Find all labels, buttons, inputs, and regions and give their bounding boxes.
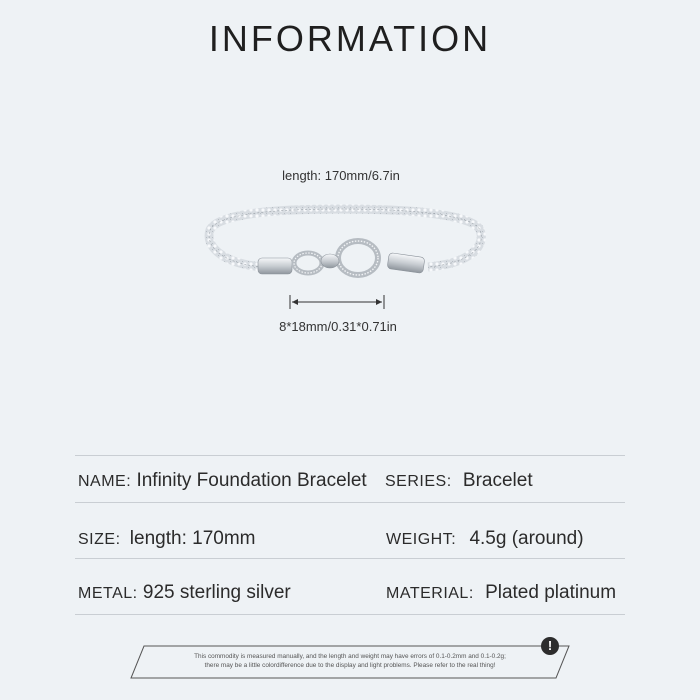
spec-size [78, 528, 255, 550]
spec-name [78, 470, 367, 492]
metal-label: METAL: [78, 585, 138, 602]
spec-series [385, 470, 533, 492]
spec-weight [386, 528, 584, 550]
page-title: INFORMATION [208, 18, 492, 59]
spec-material [386, 582, 616, 604]
size-value: length: 170mm [129, 528, 256, 549]
series-value: Bracelet [462, 470, 533, 491]
series-label: SERIES: [385, 473, 452, 490]
divider [75, 614, 625, 615]
metal-value: 925 sterling silver [142, 582, 291, 603]
divider [75, 558, 625, 559]
material-value: Plated platinum [485, 582, 617, 603]
bracelet-image [200, 195, 490, 295]
disclaimer-text [130, 652, 570, 670]
weight-label: WEIGHT: [386, 531, 457, 548]
weight-value: 4.5g (around) [469, 528, 584, 549]
divider [75, 502, 625, 503]
spec-metal [78, 582, 291, 604]
divider [75, 455, 625, 456]
clasp-dimension-arrow [283, 293, 393, 311]
disclaimer-box [130, 645, 570, 679]
length-dimension-label: length: 170mm/6.7in [282, 168, 400, 183]
clasp-dimension-label: 8*18mm/0.31*0.71in [279, 319, 397, 334]
left-end-cap [258, 258, 292, 274]
clasp-large-loop [338, 241, 378, 275]
size-label: SIZE: [78, 531, 121, 548]
disclaimer-line-1: This commodity is measured manually, and the length and weight may have errors of 0.1-0.2mm and 0.1-0.2g; [194, 653, 506, 660]
right-end-cap [387, 253, 425, 274]
material-label: MATERIAL: [386, 585, 474, 602]
bracelet-chain [209, 209, 481, 267]
name-label: NAME: [78, 473, 132, 490]
disclaimer-line-2: there may be a little colordifference due to the display and light problems. Please refer to the real thing! [204, 662, 496, 669]
name-value: Infinity Foundation Bracelet [136, 470, 367, 491]
clasp-bead [321, 254, 339, 268]
warning-icon: ! [541, 637, 559, 655]
